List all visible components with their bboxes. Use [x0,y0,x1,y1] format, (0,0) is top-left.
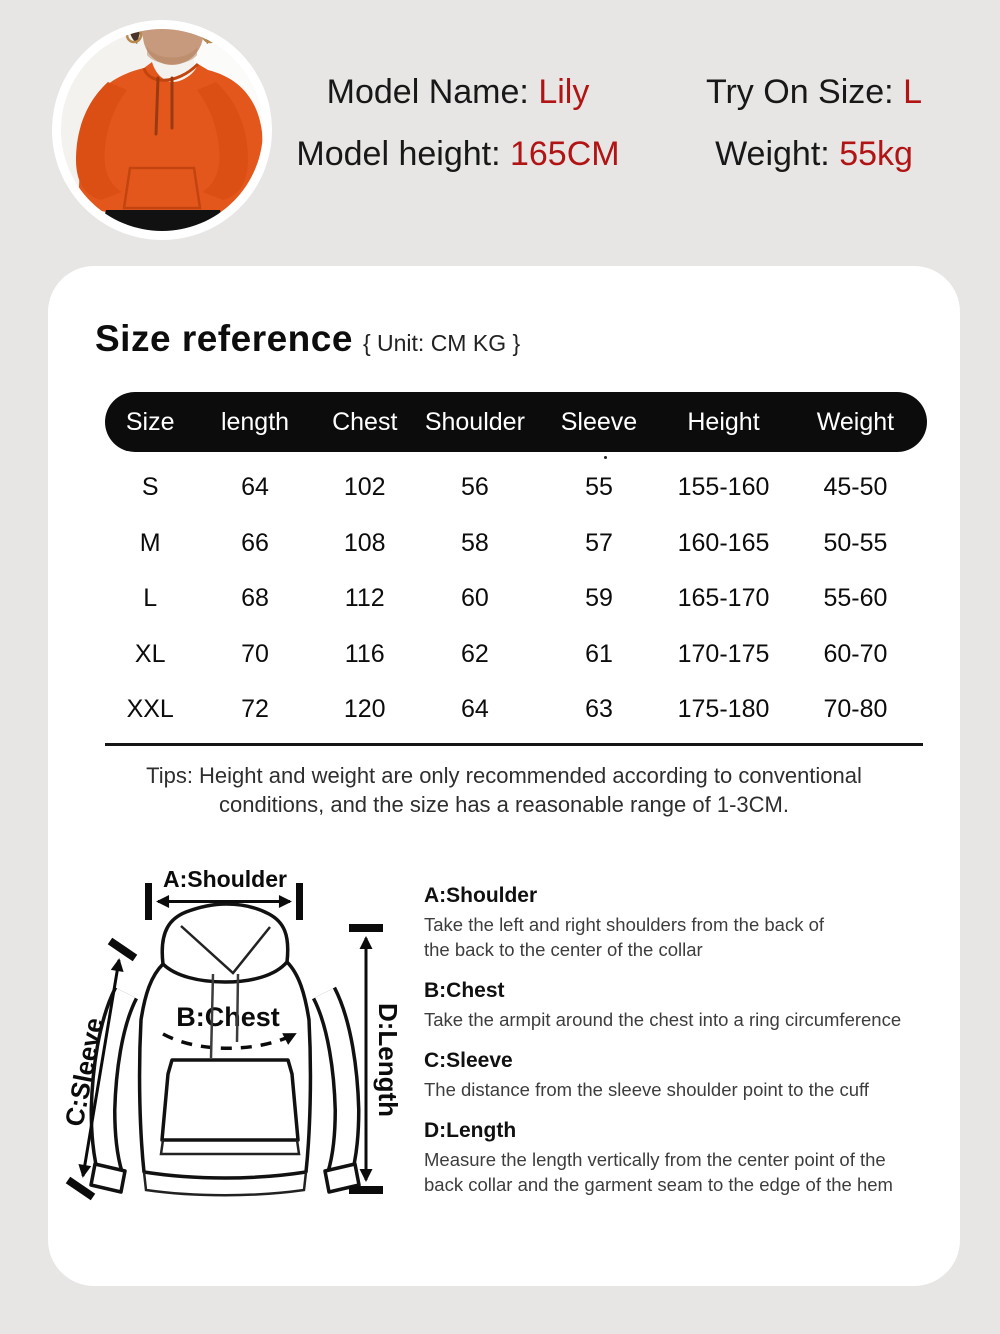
cell: 72 [241,695,269,724]
cell: 64 [241,473,269,502]
model-photo [52,20,272,240]
model-weight-label: Weight: [715,135,830,173]
diagram-label-shoulder: A:Shoulder [163,866,287,892]
table-bottom-rule [105,743,923,746]
model-height-label: Model height: [296,135,501,173]
definition-term: C:Sleeve [424,1049,513,1072]
definition-line: Measure the length vertically from the center point of the [424,1149,886,1170]
cell: 108 [343,528,386,557]
cell: 160-165 [677,528,770,557]
unit-note: { Unit: CM KG } [362,330,521,356]
col-shoulder: Shoulder [424,407,525,436]
cell: XL [134,639,166,668]
model-info-left [262,70,654,194]
cell: M [139,528,161,557]
definition-line: the back to the center of the collar [424,939,703,960]
cell: 112 [344,584,385,613]
definition-term: A:Shoulder [424,884,538,907]
cell: 68 [241,584,269,613]
cell: 70-80 [823,695,888,724]
cell: S [141,473,159,502]
title-text: Size reference [95,318,353,359]
definition-line: back collar and the garment seam to the edge of the hem [424,1174,893,1195]
diagram-label-sleeve: C:Sleeve [58,1015,110,1129]
model-name-row [262,70,654,114]
cell: 59 [585,584,613,613]
col-sleeve: Sleeve [560,407,638,436]
cell: 57 [585,528,613,557]
col-length: length [220,407,290,436]
cell: 165-170 [677,584,770,613]
hoodie-pocket [124,168,200,208]
size-table-header [105,392,927,452]
model-height-row [262,132,654,176]
cell: L [143,584,158,613]
model-name-label: Model Name: [326,73,529,111]
definition-line: Take the left and right shoulders from the back of [424,914,825,935]
model-name-value: Lily [538,73,590,111]
col-height: Height [687,407,760,436]
cell: XXL [126,695,174,724]
cell: 116 [344,639,385,668]
model-info-right [664,70,964,194]
cell: 55-60 [823,584,888,613]
try-on-size-value: L [903,73,923,111]
definition-term: B:Chest [424,979,505,1002]
table-row-xl [105,627,927,683]
model-weight-value: 55kg [839,135,913,173]
table-row-l [105,571,927,627]
table-row-m [105,516,927,572]
table-row-s [105,460,927,516]
cell: 66 [241,528,269,557]
definition-line: Take the armpit around the chest into a ring circumference [424,1009,902,1030]
cell: 55 [585,473,613,502]
cell: 70 [241,639,269,668]
cell: 61 [585,639,613,668]
cell: 56 [460,473,489,502]
cell: 45-50 [823,473,888,502]
cell: 60-70 [823,639,888,668]
diagram-label-chest: B:Chest [176,1002,280,1032]
size-reference-card [48,266,960,1286]
cell: 175-180 [677,695,770,724]
definition-sleeve [424,1049,960,1102]
cell: 63 [585,695,613,724]
col-chest: Chest [332,407,398,436]
cell: 50-55 [823,528,888,557]
try-on-size-label: Try On Size: [705,73,894,111]
definition-term: D:Length [424,1119,517,1142]
kangaroo-pocket [162,1060,298,1140]
definition-line: The distance from the sleeve shoulder point to the cuff [424,1079,869,1100]
table-row-xxl [105,682,927,738]
stray-dot [604,456,607,459]
size-reference-title [95,318,520,360]
cell: 120 [343,695,386,724]
hoodie-outline-drawing [91,904,359,1195]
measurement-definitions [424,884,960,1197]
left-cuff [91,1164,125,1192]
try-on-size-row [664,70,964,114]
tips-text: Tips: Height and weight are only recommended according to conventional conditions, and the size has a reasonable range of 1-3CM. [146,763,862,817]
cell: 155-160 [677,473,770,502]
cell: 170-175 [677,639,770,668]
diagram-label-length: D:Length [373,1002,403,1118]
definition-shoulder [424,884,960,962]
cell: 60 [460,584,489,613]
measurement-diagram [55,862,420,1217]
col-weight: Weight [816,407,895,436]
col-size: Size [125,407,175,436]
model-height-value: 165CM [509,135,620,173]
cell: 62 [460,639,489,668]
hood [162,904,288,982]
model-photo-illustration [52,20,272,240]
model-weight-row [664,132,964,176]
cell: 64 [460,695,489,724]
cell: 58 [460,528,489,557]
cell: 102 [343,473,386,502]
definition-length [424,1119,960,1197]
definition-chest [424,979,960,1032]
size-table-body [105,460,927,738]
